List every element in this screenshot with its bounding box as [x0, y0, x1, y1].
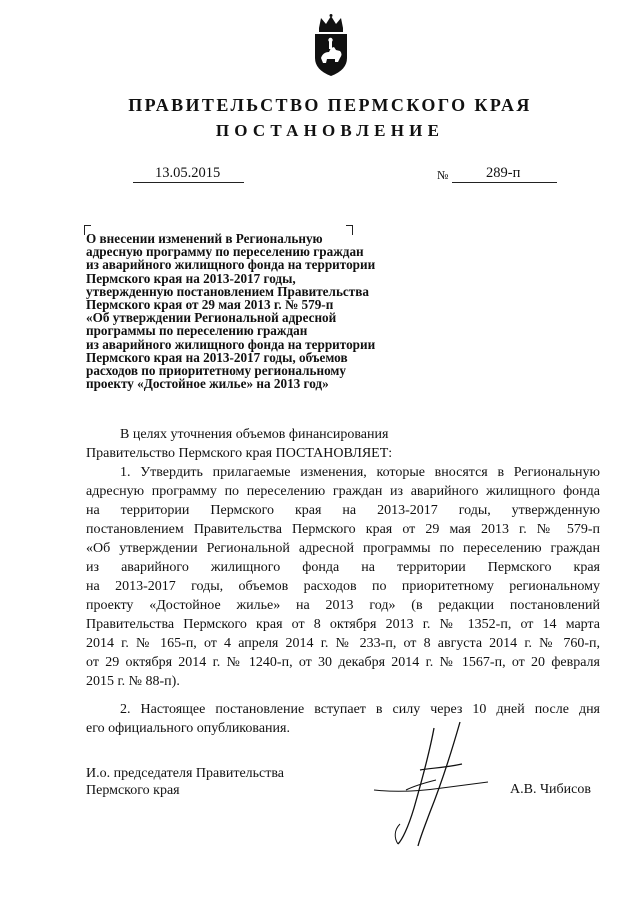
paragraph-1-line: проекту «Достойное жилье» на 2013 год» (в редакции постановлений [86, 598, 600, 613]
paragraph-1-line: на территории Пермского края на 2013-2017 годы, утвержденную [86, 503, 600, 518]
subject-line: утвержденную постановлением Правительства [86, 283, 369, 299]
paragraph-1-line: «Об утверждении Региональной адресной программы по переселению граждан [86, 541, 600, 556]
document-type-title: ПОСТАНОВЛЕНИЕ [215, 121, 445, 140]
subject-line: Пермского края на 2013-2017 годы, [86, 270, 296, 286]
subject-line: проекту «Достойное жилье» на 2013 год» [86, 376, 329, 392]
paragraph-1-line: постановлением Правительства Пермского края от 29 мая 2013 г. № 579-п [86, 522, 600, 537]
paragraph-1-line: 2014 г. № 165-п, от 4 апреля 2014 г. № 233-п, от 8 августа 2014 г. № 760-п, [86, 636, 600, 651]
signer-position-line: Пермского края [86, 783, 180, 798]
signer-position-line: И.о. председателя Правительства [86, 766, 285, 781]
subject-line: Пермского края от 29 мая 2013 г. № 579-п [86, 297, 334, 313]
subject-line: программы по переселению граждан [86, 323, 308, 339]
paragraph-1-line: на 2013-2017 годы, объемов расходов по приоритетному региональному [86, 579, 600, 594]
subject-line: из аварийного жилищного фонда на территории [86, 336, 376, 352]
paragraph-1-line: Правительства Пермского края от 8 октября 2013 г. № 1352-п, от 14 марта [86, 617, 600, 632]
paragraph-2-line: его официального опубликования. [86, 721, 290, 736]
document-subject [86, 232, 386, 390]
subject-line: Пермского края на 2013-2017 годы, объемов [86, 349, 348, 365]
body-intro-line: В целях уточнения объемов финансирования [120, 427, 389, 442]
document-number: 289-п [452, 165, 557, 183]
signer-name: А.В. Чибисов [510, 782, 591, 797]
signer-position [86, 765, 284, 799]
paragraph-1-line: 1. Утвердить прилагаемые изменения, которые вносятся в Региональную [120, 465, 600, 480]
paragraph-1-line: от 29 октября 2014 г. № 1240-п, от 30 декабря 2014 г. № 1567-п, от 20 февраля [86, 655, 600, 670]
subject-line: из аварийного жилищного фонда на территории [86, 257, 376, 273]
paragraph-1-line: адресную программу по переселению граждан из аварийного жилищного фонда [86, 484, 600, 499]
document-body [86, 425, 600, 738]
paragraph-1-line: 2015 г. № 88-п). [86, 674, 180, 689]
subject-line: О внесении изменений в Региональную [86, 231, 323, 246]
body-intro-line: Правительство Пермского края ПОСТАНОВЛЯЕТ: [86, 446, 393, 461]
subject-line: адресную программу по переселению граждан [86, 244, 364, 260]
perm-krai-coat-of-arms-icon [311, 14, 351, 78]
number-sign-label: № [437, 168, 449, 182]
subject-line: «Об утверждении Региональной адресной [86, 310, 337, 326]
handwritten-signature [372, 720, 492, 850]
government-title: ПРАВИТЕЛЬСТВО ПЕРМСКОГО КРАЯ [128, 95, 532, 115]
paragraph-2-line: 2. Настоящее постановление вступает в силу через 10 дней после дня [120, 702, 600, 717]
document-date: 13.05.2015 [133, 165, 244, 183]
paragraph-1-line: из аварийного жилищного фонда на территории Пермского края [86, 560, 600, 575]
subject-line: расходов по приоритетному региональному [86, 363, 347, 379]
